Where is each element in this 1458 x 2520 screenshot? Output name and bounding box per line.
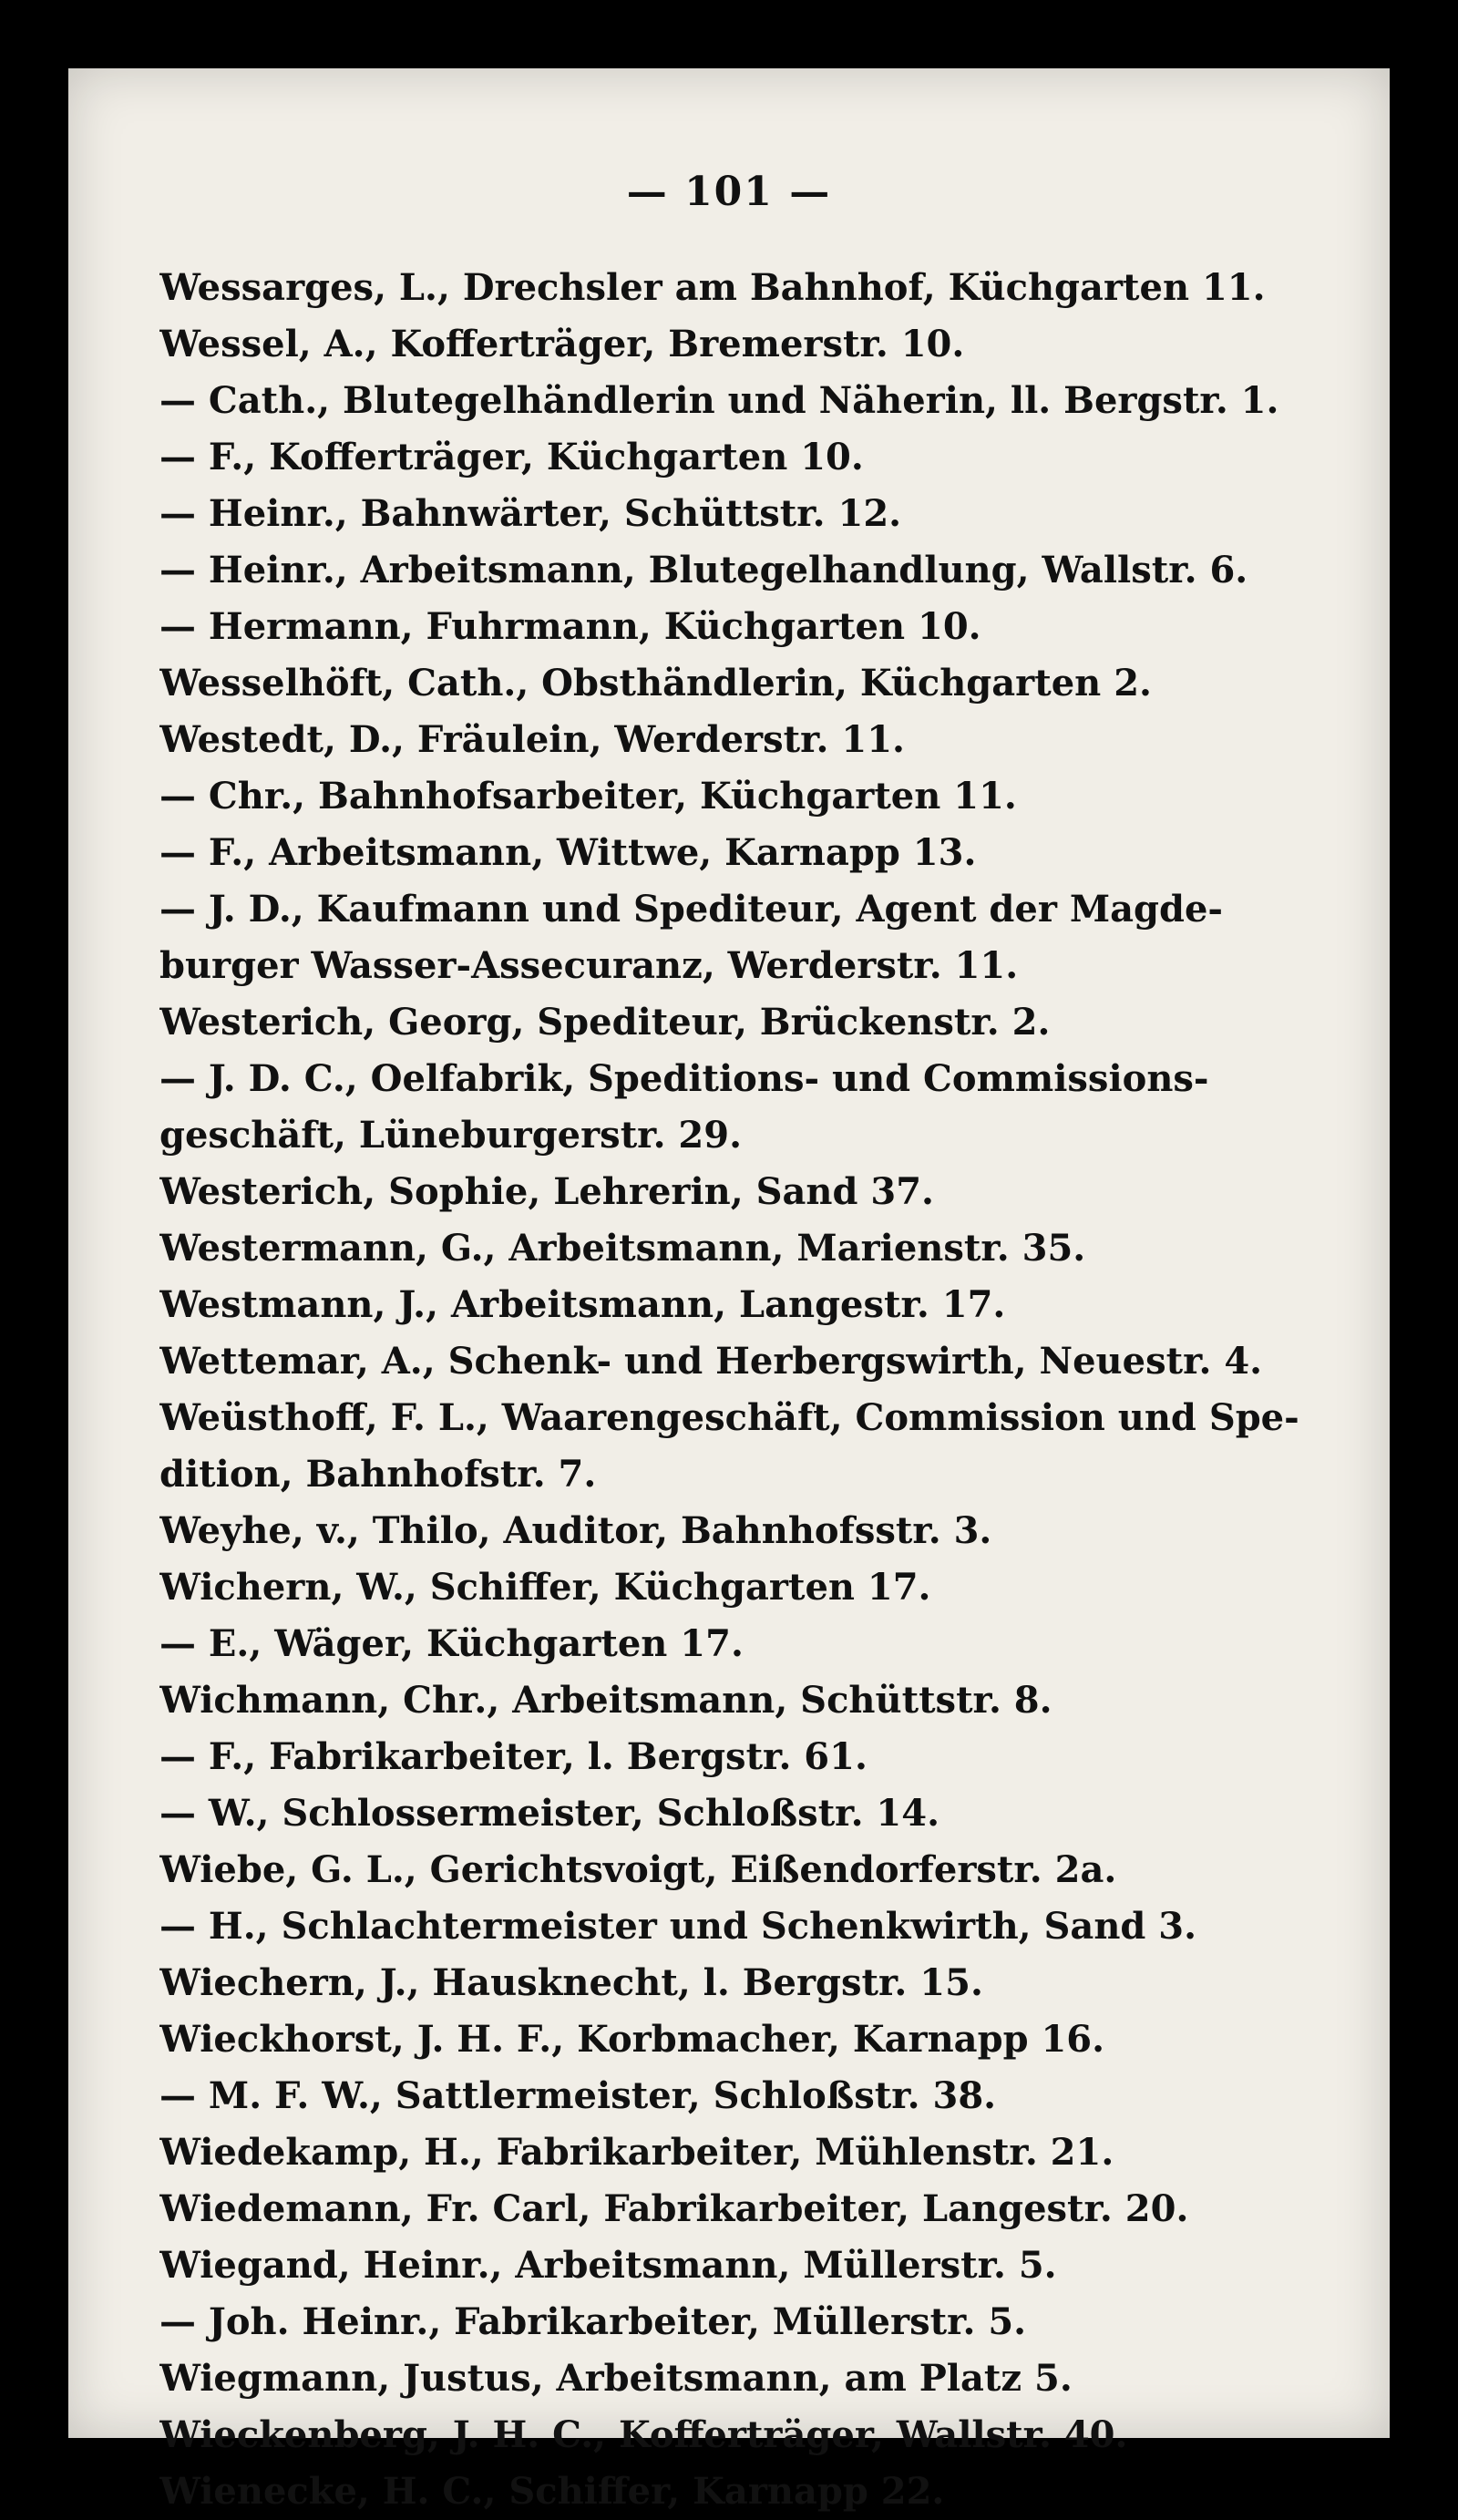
entry-line: Wichmann, Chr., Arbeitsmann, Schüttstr. 8.	[159, 1679, 1052, 1722]
entry-line: dition, Bahnhofstr. 7.	[159, 1453, 597, 1496]
entry-line: Wesselhöft, Cath., Obsthändlerin, Küchgarten 2.	[159, 662, 1152, 705]
page-number: — 101 —	[626, 169, 832, 215]
entry-line: Westerich, Sophie, Lehrerin, Sand 37.	[159, 1170, 934, 1213]
entry-line: Wiedekamp, H., Fabrikarbeiter, Mühlenstr. 21.	[159, 2131, 1114, 2174]
entry-list	[159, 260, 1344, 2520]
entry-line: geschäft, Lüneburgerstr. 29.	[159, 1114, 743, 1157]
entry-line: Wiedemann, Fr. Carl, Fabrikarbeiter, Langestr. 20.	[159, 2187, 1189, 2230]
entry-line: Wiebe, G. L., Gerichtsvoigt, Eißendorferstr. 2a.	[159, 1848, 1117, 1891]
entry-line: — Chr., Bahnhofsarbeiter, Küchgarten 11.	[159, 775, 1017, 818]
directory-page	[68, 68, 1390, 2513]
entry-line: Wessarges, L., Drechsler am Bahnhof, Küchgarten 11.	[159, 266, 1266, 309]
entry-line: Westedt, D., Fräulein, Werderstr. 11.	[159, 718, 905, 761]
entry-line: Wessel, A., Kofferträger, Bremerstr. 10.	[159, 323, 965, 365]
entry-line: — Hermann, Fuhrmann, Küchgarten 10.	[159, 605, 981, 648]
entry-line: — E., Wäger, Küchgarten 17.	[159, 1622, 744, 1665]
entry-line: — F., Fabrikarbeiter, l. Bergstr. 61.	[159, 1735, 868, 1778]
entry-line: Wieckhorst, J. H. F., Korbmacher, Karnapp 16.	[159, 2018, 1105, 2061]
entry-line: — Cath., Blutegelhändlerin und Näherin, ll. Bergstr. 1.	[159, 379, 1279, 422]
entry-line: Wettemar, A., Schenk- und Herbergswirth, Neuestr. 4.	[159, 1340, 1263, 1383]
entry-line: — Joh. Heinr., Fabrikarbeiter, Müllerstr. 5.	[159, 2300, 1027, 2343]
entry-line: Wiegmann, Justus, Arbeitsmann, am Platz 5.	[159, 2357, 1073, 2400]
entry-line: — W., Schlossermeister, Schloßstr. 14.	[159, 1792, 940, 1835]
entry-line: Westmann, J., Arbeitsmann, Langestr. 17.	[159, 1283, 1006, 1326]
entry-line: Wieckenberg, J. H. C., Kofferträger, Wallstr. 40.	[159, 2413, 1128, 2456]
entry-line: — Heinr., Arbeitsmann, Blutegelhandlung, Wallstr. 6.	[159, 549, 1248, 591]
entry-line: Wiechern, J., Hausknecht, l. Bergstr. 15.	[159, 1961, 983, 2004]
entry-line: Weyhe, v., Thilo, Auditor, Bahnhofsstr. 3.	[159, 1509, 992, 1552]
entry-line: — H., Schlachtermeister und Schenkwirth, Sand 3.	[159, 1905, 1197, 1948]
entry-line: Westerich, Georg, Spediteur, Brückenstr. 2.	[159, 1001, 1051, 1044]
entry-line: Wiegand, Heinr., Arbeitsmann, Müllerstr. 5.	[159, 2244, 1057, 2287]
entry-line: burger Wasser-Assecuranz, Werderstr. 11.	[159, 944, 1019, 987]
entry-line: Weüsthoff, F. L., Waarengeschäft, Commission und Spe-	[159, 1396, 1299, 1439]
entry-line: — J. D. C., Oelfabrik, Speditions- und Commissions-	[159, 1057, 1209, 1100]
entry-line: Wienecke, H. C., Schiffer, Karnapp 22.	[159, 2470, 945, 2513]
entry-line: — Heinr., Bahnwärter, Schüttstr. 12.	[159, 492, 902, 535]
entry-line: — J. D., Kaufmann und Spediteur, Agent der Magde-	[159, 888, 1224, 931]
entry-line: Westermann, G., Arbeitsmann, Marienstr. 35.	[159, 1227, 1086, 1270]
entry-line: — M. F. W., Sattlermeister, Schloßstr. 38.	[159, 2074, 997, 2117]
entry-line: — F., Kofferträger, Küchgarten 10.	[159, 436, 864, 478]
entry-line: — F., Arbeitsmann, Wittwe, Karnapp 13.	[159, 831, 977, 874]
entry-line: Wichern, W., Schiffer, Küchgarten 17.	[159, 1566, 931, 1609]
